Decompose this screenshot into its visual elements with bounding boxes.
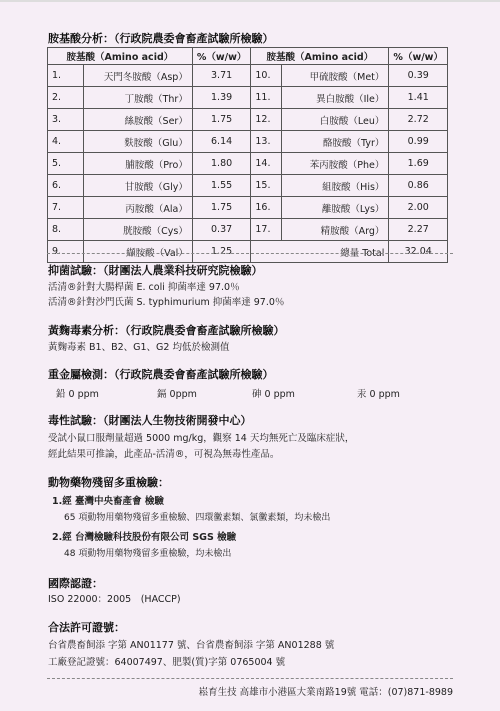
row-no: 4. bbox=[48, 131, 84, 153]
amino-value: 2.00 bbox=[389, 197, 448, 219]
row-no: 5. bbox=[48, 153, 84, 175]
row-no: 11. bbox=[251, 87, 281, 109]
header-amino-2: 胺基酸（Amino acid） bbox=[251, 48, 389, 65]
row-no: 8. bbox=[48, 219, 84, 241]
amino-name: 苯丙胺酸（Phe） bbox=[281, 153, 389, 175]
footer-text: 崧育生技 高雄市小港區大業南路19號 電話：(07)871-8989 bbox=[198, 687, 453, 698]
header-pct-1: %（w/w） bbox=[192, 48, 251, 65]
license-title: 合法許可證號： bbox=[48, 621, 125, 634]
antibacterial-line-2: 活清®針對沙門氏菌 S. typhimurium 抑菌率達 97.0％ bbox=[48, 297, 285, 308]
amino-name: 異白胺酸（Ile） bbox=[281, 87, 389, 109]
amino-name: 絲胺酸（Ser） bbox=[84, 109, 193, 131]
footer-divider bbox=[47, 678, 453, 679]
aflatoxin-line: 黃麴毒素 B1、B2、G1、G2 均低於檢測值 bbox=[48, 342, 230, 353]
amino-value: 2.27 bbox=[389, 219, 448, 241]
row-no: 3. bbox=[48, 109, 84, 131]
aflatoxin-title: 黃麴毒素分析：（行政院農委會畜產試驗所檢驗） bbox=[48, 324, 285, 337]
amino-value: 1.75 bbox=[192, 197, 251, 219]
certification-title: 國際認證： bbox=[48, 577, 103, 590]
amino-acid-table bbox=[47, 47, 448, 263]
amino-name: 白胺酸（Leu） bbox=[281, 109, 389, 131]
amino-name: 麩胺酸（Glu） bbox=[84, 131, 193, 153]
amino-name: 甲硫胺酸（Met） bbox=[281, 65, 389, 87]
amino-name: 天門冬胺酸（Asp） bbox=[84, 65, 193, 87]
amino-name: 組胺酸（His） bbox=[281, 175, 389, 197]
amino-name: 胱胺酸（Cys） bbox=[84, 219, 193, 241]
amino-value: 1.55 bbox=[192, 175, 251, 197]
row-no: 2. bbox=[48, 87, 84, 109]
table-row bbox=[48, 65, 448, 87]
residue-item-2-title: 2.經 台灣檢驗科技股份有限公司 SGS 檢驗 bbox=[52, 532, 237, 543]
table-header-row bbox=[48, 48, 448, 65]
amino-value: 1.75 bbox=[192, 109, 251, 131]
amino-value: 0.39 bbox=[389, 65, 448, 87]
row-no: 1. bbox=[48, 65, 84, 87]
table-row bbox=[48, 219, 448, 241]
heavy-metal-mercury: 汞 0 ppm bbox=[357, 389, 400, 400]
amino-name: 丁胺酸（Thr） bbox=[84, 87, 193, 109]
amino-value: 1.69 bbox=[389, 153, 448, 175]
amino-name: 甘胺酸（Gly） bbox=[84, 175, 193, 197]
amino-value: 1.39 bbox=[192, 87, 251, 109]
heavy-metal-cadmium: 鎘 0ppm bbox=[157, 389, 197, 400]
row-no: 12. bbox=[251, 109, 281, 131]
amino-value: 1.80 bbox=[192, 153, 251, 175]
row-no: 7. bbox=[48, 197, 84, 219]
amino-value: 1.41 bbox=[389, 87, 448, 109]
amino-value: 3.71 bbox=[192, 65, 251, 87]
row-no: 10. bbox=[251, 65, 281, 87]
table-row bbox=[48, 87, 448, 109]
license-line-1: 台省農畜飼添 字第 AN01177 號、台省農畜飼添 字第 AN01288 號 bbox=[48, 640, 335, 651]
amino-name: 離胺酸（Lys） bbox=[281, 197, 389, 219]
residue-item-2-desc: 48 項動物用藥物殘留多重檢驗，均未檢出 bbox=[64, 549, 232, 559]
toxicity-line-2: 經此結果可推論，此產品-活清®，可視為無毒性產品。 bbox=[48, 449, 280, 460]
amino-table-body bbox=[48, 65, 448, 263]
amino-name: 纈胺酸（Val） bbox=[84, 241, 193, 263]
table-row bbox=[48, 197, 448, 219]
header-amino-1: 胺基酸（Amino acid） bbox=[48, 48, 193, 65]
heavy-metal-arsenic: 砷 0 ppm bbox=[252, 389, 295, 400]
row-no: 16. bbox=[251, 197, 281, 219]
table-row bbox=[48, 109, 448, 131]
certification-line: ISO 22000：2005 (HACCP) bbox=[48, 594, 181, 605]
header-pct-2: %（w/w） bbox=[389, 48, 448, 65]
residue-item-1-title: 1.經 臺灣中央畜產會 檢驗 bbox=[52, 496, 164, 507]
row-no: 15. bbox=[251, 175, 281, 197]
amino-name: 精胺酸（Arg） bbox=[281, 219, 389, 241]
toxicity-title: 毒性試驗：（財團法人生物技術開發中心） bbox=[48, 414, 252, 427]
amino-value: 6.14 bbox=[192, 131, 251, 153]
antibacterial-title: 抑菌試驗：（財團法人農業科技研究院檢驗） bbox=[48, 264, 263, 277]
amino-name: 脯胺酸（Pro） bbox=[84, 153, 193, 175]
amino-name: 酪胺酸（Tyr） bbox=[281, 131, 389, 153]
row-no: 17. bbox=[251, 219, 281, 241]
row-no: 9. bbox=[48, 241, 84, 263]
residue-title: 動物藥物殘留多重檢驗： bbox=[48, 476, 169, 489]
heavy-metal-lead: 鉛 0 ppm bbox=[56, 389, 99, 400]
amino-title: 胺基酸分析：（行政院農委會畜產試驗所檢驗） bbox=[48, 32, 274, 45]
residue-item-1-desc: 65 項動物用藥物殘留多重檢驗、四環黴素類、氯黴素類，均未檢出 bbox=[64, 513, 331, 523]
amino-value: 0.37 bbox=[192, 219, 251, 241]
row-no: 13. bbox=[251, 131, 281, 153]
amino-value: 0.86 bbox=[389, 175, 448, 197]
total-label: 總量 Total bbox=[251, 241, 389, 263]
row-no: 6. bbox=[48, 175, 84, 197]
row-no: 14. bbox=[251, 153, 281, 175]
antibacterial-line-1: 活清®針對大腸桿菌 E. coli 抑菌率達 97.0％ bbox=[48, 282, 240, 293]
amino-value: 0.99 bbox=[389, 131, 448, 153]
table-row bbox=[48, 153, 448, 175]
total-value: 32.04 bbox=[389, 241, 448, 263]
amino-name: 丙胺酸（Ala） bbox=[84, 197, 193, 219]
heavy-metals-title: 重金屬檢測：（行政院農委會畜產試驗所檢驗） bbox=[48, 368, 274, 381]
amino-value: 1.25 bbox=[192, 241, 251, 263]
amino-value: 2.72 bbox=[389, 109, 448, 131]
table-row bbox=[48, 131, 448, 153]
table-row bbox=[48, 241, 448, 263]
divider bbox=[47, 253, 453, 254]
license-line-2: 工廠登記證號：64007497、肥製(質)字第 0765004 號 bbox=[48, 657, 286, 668]
toxicity-line-1: 受試小鼠口服劑量超過 5000 mg/kg，觀察 14 天均無死亡及臨床症狀， bbox=[48, 433, 355, 444]
table-row bbox=[48, 175, 448, 197]
